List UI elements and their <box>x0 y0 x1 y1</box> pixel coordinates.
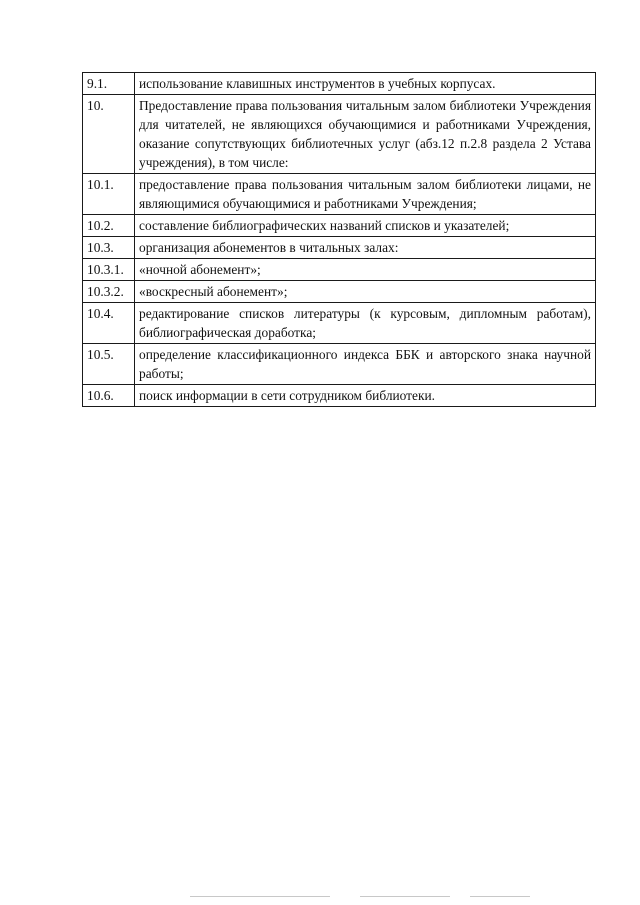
scan-artifact-line <box>470 896 530 897</box>
table-row <box>83 281 596 303</box>
services-table <box>82 72 596 407</box>
row-description: составление библиографических названий списков и указателей; <box>135 215 596 237</box>
table-row <box>83 344 596 385</box>
row-description: определение классификационного индекса ББК и авторского знака научной работы; <box>135 344 596 385</box>
table-row <box>83 215 596 237</box>
scan-artifact-line <box>360 896 450 897</box>
scan-artifact-line <box>190 896 330 897</box>
row-number: 10.2. <box>83 215 135 237</box>
row-number: 10.1. <box>83 174 135 215</box>
row-description: организация абонементов в читальных залах: <box>135 237 596 259</box>
row-number: 10.3.2. <box>83 281 135 303</box>
row-description: Предоставление права пользования читальным залом библиотеки Учреждения для читателей, не являющихся обучающимися и работниками Учреждения, оказание сопутствующих библиотечных услуг (абз.12 п.2.8 раздела 2 Устава учреждения), в том числе: <box>135 95 596 174</box>
row-number: 10. <box>83 95 135 174</box>
services-table-body <box>83 73 596 407</box>
row-number: 9.1. <box>83 73 135 95</box>
row-number: 10.3. <box>83 237 135 259</box>
row-number: 10.4. <box>83 303 135 344</box>
table-row <box>83 174 596 215</box>
table-row <box>83 303 596 344</box>
table-row <box>83 259 596 281</box>
row-number: 10.6. <box>83 385 135 407</box>
row-description: предоставление права пользования читальным залом библиотеки лицами, не являющимися обучающимися и работниками Учреждения; <box>135 174 596 215</box>
row-description: редактирование списков литературы (к курсовым, дипломным работам), библиографическая доработка; <box>135 303 596 344</box>
row-number: 10.5. <box>83 344 135 385</box>
table-row <box>83 385 596 407</box>
row-description: использование клавишных инструментов в учебных корпусах. <box>135 73 596 95</box>
row-number: 10.3.1. <box>83 259 135 281</box>
row-description: «воскресный абонемент»; <box>135 281 596 303</box>
table-row <box>83 237 596 259</box>
row-description: поиск информации в сети сотрудником библиотеки. <box>135 385 596 407</box>
table-row <box>83 95 596 174</box>
row-description: «ночной абонемент»; <box>135 259 596 281</box>
table-row <box>83 73 596 95</box>
